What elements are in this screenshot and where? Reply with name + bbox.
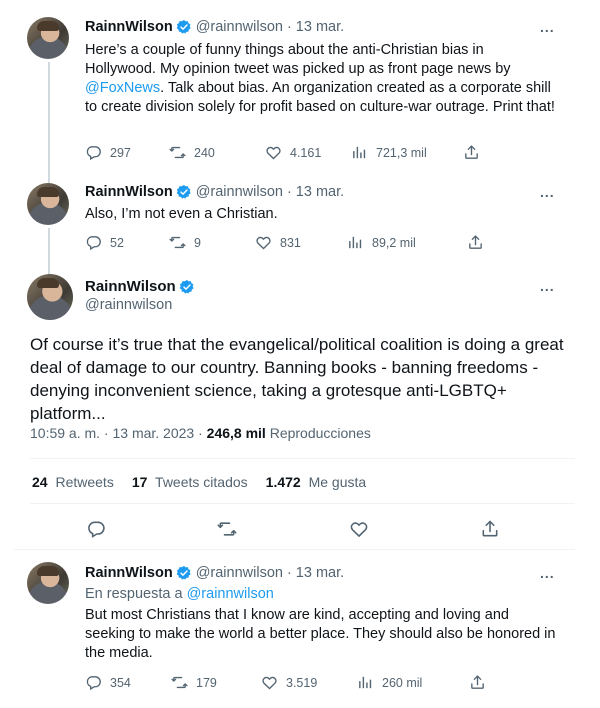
- tweet-actions: [85, 674, 494, 691]
- avatar[interactable]: [27, 274, 73, 320]
- views-icon: [347, 234, 364, 251]
- retweet-button[interactable]: [169, 144, 265, 161]
- thread-line: [48, 62, 50, 184]
- author-handle[interactable]: @rainnwilson: [85, 297, 173, 313]
- tweet-text: Also, I’m not even a Christian.: [85, 206, 278, 222]
- share-button[interactable]: [469, 674, 494, 691]
- retweet-icon: [169, 144, 186, 161]
- views-count: 89,2 mil: [372, 235, 416, 250]
- thread-line: [48, 228, 50, 276]
- tweet-header: [85, 184, 344, 200]
- reply-icon: [85, 674, 102, 691]
- retweet-icon: [169, 234, 186, 251]
- retweet-count: 240: [194, 145, 215, 160]
- reply-button[interactable]: [85, 234, 169, 251]
- views-count: 260 mil: [382, 675, 423, 690]
- text-segment: Here’s a couple of funny things about the anti-Christian bias in Hollywood. My opinion tweet was picked up as front page news by: [85, 42, 511, 77]
- views-total: 246,8 mil: [206, 425, 266, 441]
- more-icon[interactable]: ...: [540, 184, 555, 200]
- like-button[interactable]: [255, 234, 347, 251]
- author-handle[interactable]: @rainnwilson: [195, 184, 283, 200]
- mention-link[interactable]: @FoxNews: [85, 80, 161, 96]
- avatar[interactable]: [27, 562, 69, 604]
- share-icon: [463, 144, 480, 161]
- tweet-metadata: [30, 425, 371, 441]
- like-button[interactable]: [265, 144, 351, 161]
- tweet-date[interactable]: 13 mar.: [295, 184, 345, 200]
- reply-count: 354: [110, 675, 131, 690]
- like-button[interactable]: [261, 674, 357, 691]
- views-icon: [357, 674, 374, 691]
- quotes-stat[interactable]: 17 Tweets citados: [131, 474, 248, 490]
- like-count: 3.519: [286, 675, 318, 690]
- tweet-date[interactable]: 13 mar.: [295, 19, 345, 35]
- reply-icon: [85, 144, 102, 161]
- tweet-timestamp[interactable]: 10:59 a. m. · 13 mar. 2023 ·: [30, 425, 207, 441]
- text-segment: . Talk about bias. An organization created as a corporate shill to create division solely for profit based on culture-war outrage. Print that!: [85, 80, 555, 115]
- like-icon: [261, 674, 278, 691]
- tweet-header: [85, 565, 344, 581]
- author-name-row: [85, 278, 199, 295]
- divider: [30, 458, 575, 459]
- views-count: 721,3 mil: [376, 145, 427, 160]
- author-name[interactable]: RainnWilson: [85, 278, 176, 295]
- retweet-icon[interactable]: [217, 519, 237, 539]
- separator: ·: [286, 184, 292, 200]
- share-icon[interactable]: [480, 519, 500, 539]
- verified-icon: [176, 184, 192, 200]
- retweet-count: 179: [196, 675, 217, 690]
- retweet-button[interactable]: [171, 674, 261, 691]
- tweet-text: [85, 41, 555, 117]
- share-button[interactable]: [467, 234, 492, 251]
- retweets-stat[interactable]: 24 Retweets: [32, 474, 114, 490]
- author-name[interactable]: RainnWilson: [85, 184, 173, 200]
- avatar[interactable]: [27, 183, 69, 225]
- like-icon[interactable]: [349, 519, 369, 539]
- avatar[interactable]: [27, 17, 69, 59]
- author-name[interactable]: RainnWilson: [85, 565, 173, 581]
- reply-button[interactable]: [85, 144, 169, 161]
- retweet-icon: [171, 674, 188, 691]
- share-icon: [467, 234, 484, 251]
- replying-to: [85, 585, 274, 604]
- reply-count: 297: [110, 145, 131, 160]
- views-button[interactable]: [347, 234, 467, 251]
- retweet-count: 9: [194, 235, 201, 250]
- tweet-text: But most Christians that I know are kind, accepting and loving and seeking to make the world a better place. They should also be honored in the media.: [85, 607, 556, 661]
- replying-prefix: En respuesta a: [85, 586, 187, 602]
- tweet-actions: [85, 234, 492, 251]
- divider: [14, 549, 575, 550]
- reply-icon: [85, 234, 102, 251]
- like-icon: [255, 234, 272, 251]
- retweet-button[interactable]: [169, 234, 255, 251]
- verified-icon: [176, 19, 192, 35]
- views-icon: [351, 144, 368, 161]
- divider: [30, 503, 575, 504]
- author-handle[interactable]: @rainnwilson: [195, 565, 283, 581]
- author-name[interactable]: RainnWilson: [85, 19, 173, 35]
- tweet-date[interactable]: 13 mar.: [295, 565, 345, 581]
- tweet-actions: [85, 144, 488, 161]
- more-icon[interactable]: ...: [540, 565, 555, 581]
- verified-icon: [176, 565, 192, 581]
- likes-stat[interactable]: 1.472 Me gusta: [265, 474, 367, 490]
- separator: ·: [286, 565, 292, 581]
- mention-link[interactable]: @rainnwilson: [186, 586, 274, 602]
- author-handle[interactable]: @rainnwilson: [195, 19, 283, 35]
- more-icon[interactable]: ...: [540, 19, 555, 35]
- tweet-text: Of course it’s true that the evangelical/political coalition is doing a great deal of damage to our country. Banning books - banning freedoms - denying inconvenient science, taking a grotesque anti-LGBTQ+ platform...: [30, 335, 564, 423]
- tweet-header: [85, 19, 344, 35]
- share-button[interactable]: [463, 144, 488, 161]
- more-icon[interactable]: ...: [540, 278, 555, 294]
- like-count: 831: [280, 235, 301, 250]
- views-label: Reproducciones: [265, 425, 371, 441]
- tweet-stats: [32, 474, 384, 490]
- views-button[interactable]: [357, 674, 469, 691]
- like-icon: [265, 144, 282, 161]
- reply-count: 52: [110, 235, 124, 250]
- verified-icon: [179, 279, 195, 295]
- share-icon: [469, 674, 486, 691]
- views-button[interactable]: [351, 144, 463, 161]
- reply-button[interactable]: [85, 674, 171, 691]
- reply-icon[interactable]: [86, 519, 106, 539]
- tweet-actions: [86, 519, 500, 539]
- separator: ·: [286, 19, 292, 35]
- like-count: 4.161: [290, 145, 322, 160]
